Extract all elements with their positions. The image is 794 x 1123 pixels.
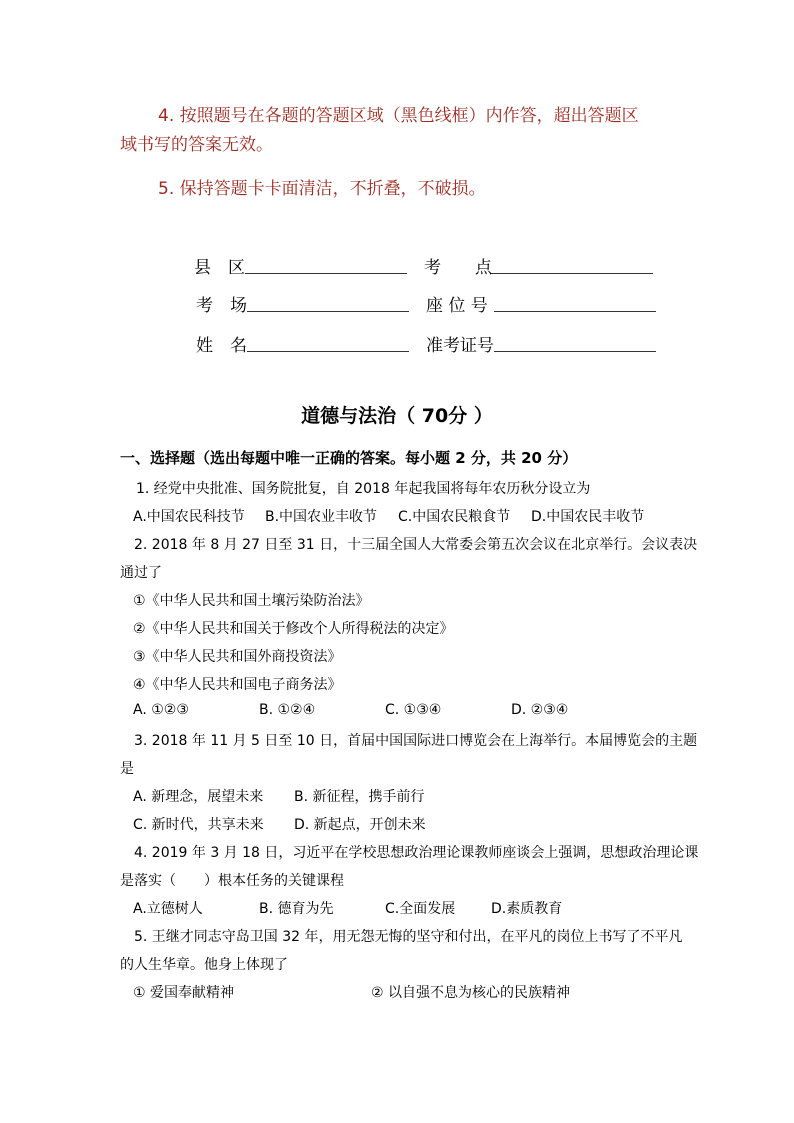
notice-5: 5. 保持答题卡卡面清洁，不折叠，不破损。: [158, 179, 486, 199]
q1-option-b: B.中国农业丰收节: [265, 509, 378, 525]
q1-option-c: C.中国农民粮食节: [398, 509, 511, 525]
subject-title: 道德与法治（ 70分 ）: [301, 405, 493, 427]
info-row-room: [0, 291, 794, 316]
q3-option-a: A. 新理念，展望未来: [133, 789, 264, 805]
notice-4-line1: 4. 按照题号在各题的答题区域（黑色线框）内作答，超出答题区: [158, 106, 639, 126]
q4-option-d: D.素质教育: [491, 901, 563, 917]
q4-option-b: B. 德育为先: [259, 901, 334, 917]
q2-stem-line2: 通过了: [120, 565, 162, 581]
seat-no-field[interactable]: [494, 293, 656, 312]
info-row-county: [0, 253, 794, 278]
q3-option-b: B. 新征程，携手前行: [294, 789, 425, 805]
q2-option-a: A. ①②③: [133, 702, 189, 718]
q2-option-c: C. ①③④: [385, 702, 442, 718]
exam-room-field[interactable]: [247, 293, 409, 312]
info-row-name: [0, 331, 794, 356]
q3-stem-line1: 3. 2018 年 11 月 5 日至 10 日，首届中国国际进口博览会在上海举行。本届博览会的主题: [134, 733, 698, 749]
q2-item-4: ④《中华人民共和国电子商务法》: [133, 677, 342, 693]
q2-stem-line1: 2. 2018 年 8 月 27 日至 31 日，十三届全国人大常委会第五次会议在北京举行。会议表决: [134, 537, 698, 553]
notice-4-line2: 域书写的答案无效。: [120, 135, 273, 155]
q1-option-d: D.中国农民丰收节: [531, 509, 645, 525]
q4-option-a: A.立德树人: [133, 901, 203, 917]
exam-room-label: 考 场: [196, 296, 247, 316]
county-field[interactable]: [245, 255, 407, 274]
q4-stem-line2: 是落实（ ）根本任务的关键课程: [120, 873, 344, 889]
exam-site-field[interactable]: [491, 255, 653, 274]
q3-stem-line2: 是: [120, 761, 134, 777]
q5-item-2: ② 以自强不息为核心的民族精神: [371, 985, 571, 1001]
ticket-no-field[interactable]: [494, 333, 656, 352]
q1-stem: 1. 经党中央批准、国务院批复，自 2018 年起我国将每年农历秋分设立为: [136, 481, 591, 497]
q2-item-3: ③《中华人民共和国外商投资法》: [133, 649, 342, 665]
q2-option-d: D. ②③④: [511, 702, 569, 718]
q3-option-c: C. 新时代，共享未来: [133, 817, 264, 833]
county-label: 县 区: [194, 258, 245, 278]
q4-option-c: C.全面发展: [385, 901, 456, 917]
section-title: 一、选择题（选出每题中唯一正确的答案。每小题 2 分，共 20 分）: [120, 449, 578, 467]
q4-stem-line1: 4. 2019 年 3 月 18 日，习近平在学校思想政治理论课教师座谈会上强调，思想政治理论课: [134, 845, 699, 861]
q5-stem-line2: 的人生华章。他身上体现了: [120, 957, 288, 973]
q5-item-1: ① 爱国奉献精神: [133, 985, 235, 1001]
q2-item-1: ①《中华人民共和国土壤污染防治法》: [133, 593, 370, 609]
q1-option-a: A.中国农民科技节: [133, 509, 245, 525]
seat-no-label: 座 位 号: [426, 296, 488, 316]
q2-option-b: B. ①②④: [259, 702, 316, 718]
name-field[interactable]: [247, 333, 409, 352]
q3-option-d: D. 新起点，开创未来: [294, 817, 426, 833]
ticket-no-label: 准考证号: [426, 336, 494, 356]
name-label: 姓 名: [196, 336, 247, 356]
exam-site-label: 考 点: [424, 258, 492, 278]
q5-stem-line1: 5. 王继才同志守岛卫国 32 年，用无怨无悔的坚守和付出，在平凡的岗位上书写了不平凡: [134, 929, 683, 945]
q2-item-2: ②《中华人民共和国关于修改个人所得税法的决定》: [133, 621, 454, 637]
